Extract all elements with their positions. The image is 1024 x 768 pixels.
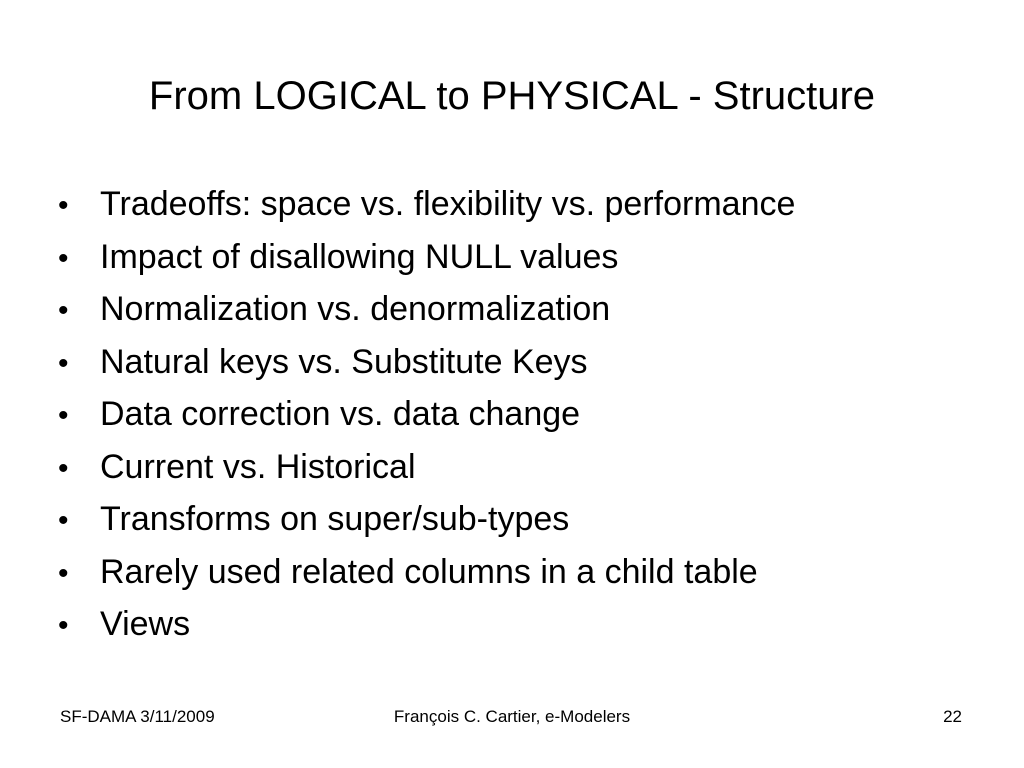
bullet-icon: •: [58, 346, 69, 380]
bullet-text: Data correction vs. data change: [100, 395, 581, 433]
bullet-text: Impact of disallowing NULL values: [100, 237, 619, 276]
bullet-icon: •: [58, 399, 69, 432]
bullet-text: Normalization vs. denormalization: [100, 290, 611, 328]
bullet-text: Current vs. Historical: [100, 447, 416, 486]
bullet-text: Natural keys vs. Substitute Keys: [100, 342, 588, 381]
bullet-item: [58, 178, 998, 231]
bullet-text: Views: [100, 605, 191, 643]
slide-title: From LOGICAL to PHYSICAL - Structure: [148, 74, 876, 118]
bullet-item: [58, 231, 998, 284]
bullet-icon: •: [58, 609, 69, 642]
footer-event-date: SF-DAMA 3/11/2009: [60, 707, 215, 726]
bullet-icon: •: [58, 556, 69, 590]
bullet-item: [58, 336, 998, 389]
bullet-icon: •: [58, 241, 69, 275]
footer-author: François C. Cartier, e-Modelers: [393, 707, 631, 726]
bullet-item: [58, 283, 998, 336]
bullet-item: [58, 598, 998, 651]
bullet-text: Rarely used related columns in a child table: [100, 552, 758, 591]
bullet-text: Transforms on super/sub-types: [100, 500, 570, 538]
bullet-item: [58, 388, 998, 441]
bullet-icon: •: [58, 451, 69, 485]
bullet-icon: •: [58, 504, 69, 537]
bullet-text: Tradeoffs: space vs. flexibility vs. performance: [100, 185, 796, 223]
bullet-item: [58, 493, 998, 546]
bullet-item: [58, 441, 998, 494]
bullet-icon: •: [58, 189, 69, 222]
bullet-list: [58, 178, 998, 651]
page-number: 22: [943, 707, 962, 726]
bullet-icon: •: [58, 294, 69, 327]
bullet-item: [58, 546, 998, 599]
